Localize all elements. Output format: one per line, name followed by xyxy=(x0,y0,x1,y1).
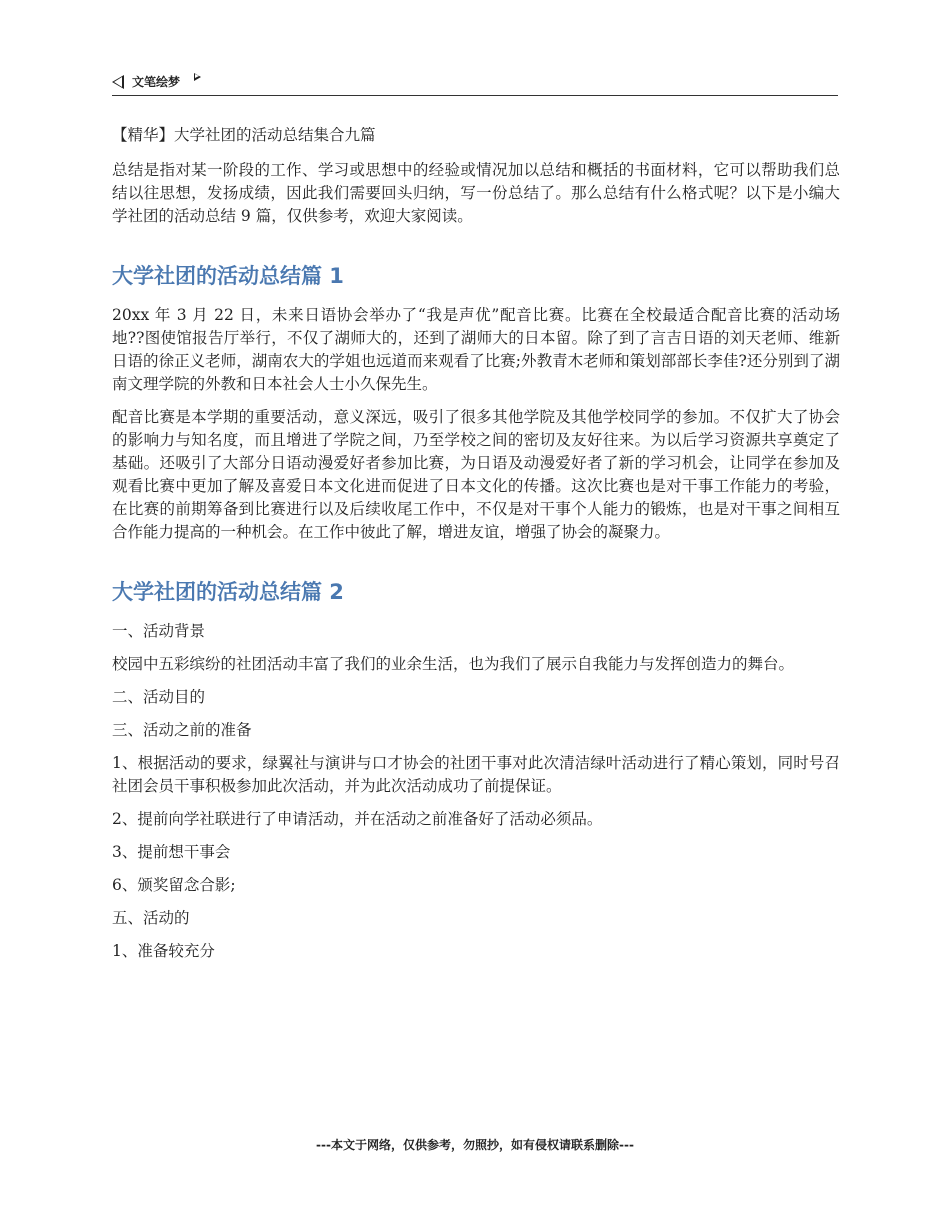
page-footer: ---本文于网络，仅供参考，勿照抄，如有侵权请联系删除--- xyxy=(316,1138,634,1152)
paragraph: 校园中五彩缤纷的社团活动丰富了我们的业余生活，也为我们了展示自我能力与发挥创造力的舞台。 xyxy=(112,655,795,673)
paragraph: 一、活动背景 xyxy=(112,622,206,640)
intro-paragraph: 总结是指对某一阶段的工作、学习或思想中的经验或情况加以总结和概括的书面材料，它可以帮助我们总结以往思想，发扬成绩，因此我们需要回头归纳，写一份总结了。那么总结有什么格式呢？以下是小编大学社团的活动总结 9 篇，仅供参考，欢迎大家阅读。 xyxy=(112,161,840,225)
paragraph: 20xx 年 3 月 22 日，未来日语协会举办了“我是声优”配音比赛。比赛在全校最适合配音比赛的活动场地??图使馆报告厅举行，不仅了湖师大的，还到了湖师大的日本留。除了到了言吉日语的刘天老师、维新日语的徐正义老师，湖南农大的学姐也远道而来观看了比赛;外教青木老师和策划部部长李佳?还分别到了湖南文理学院的外教和日本社会人士小久保先生。 xyxy=(112,306,840,393)
triangle-right-icon xyxy=(194,73,201,81)
section-heading-1: 大学社团的活动总结篇 1 xyxy=(112,264,344,288)
page-header xyxy=(112,68,838,96)
paragraph: 1、根据活动的要求，绿翼社与演讲与口才协会的社团干事对此次清洁绿叶活动进行了精心策划，同时号召社团会员干事积极参加此次活动，并为此次活动成功了前提保证。 xyxy=(112,754,840,795)
triangle-left-icon xyxy=(112,75,124,89)
document-body xyxy=(112,124,840,973)
section-heading-2: 大学社团的活动总结篇 2 xyxy=(112,580,344,604)
paragraph: 2、提前向学社联进行了申请活动，并在活动之前准备好了活动必须品。 xyxy=(112,810,603,828)
document-title: 【精华】大学社团的活动总结集合九篇 xyxy=(112,126,376,144)
brand-name: 文笔绘梦 xyxy=(132,75,181,89)
paragraph: 配音比赛是本学期的重要活动，意义深远，吸引了很多其他学院及其他学校同学的参加。不仅扩大了协会的影响力与知名度，而且增进了学院之间，乃至学校之间的密切及友好往来。为以后学习资源共享奠定了基础。还吸引了大部分日语动漫爱好者参加比赛，为日语及动漫爱好者了新的学习机会，让同学在参加及观看比赛中更加了解及喜爱日本文化进而促进了日本文化的传播。这次比赛也是对干事工作能力的考验，在比赛的前期筹备到比赛进行以及后续收尾工作中，不仅是对干事个人能力的锻炼，也是对干事之间相互合作能力提高的一种机会。在工作中彼此了解，增进友谊，增强了协会的凝聚力。 xyxy=(112,408,840,541)
paragraph: 五、活动的 xyxy=(112,909,190,927)
paragraph: 1、准备较充分 xyxy=(112,942,215,960)
paragraph: 三、活动之前的准备 xyxy=(112,721,252,739)
paragraph: 6、颁奖留念合影; xyxy=(112,876,236,894)
paragraph: 二、活动目的 xyxy=(112,688,206,706)
paragraph: 3、提前想干事会 xyxy=(112,843,231,861)
